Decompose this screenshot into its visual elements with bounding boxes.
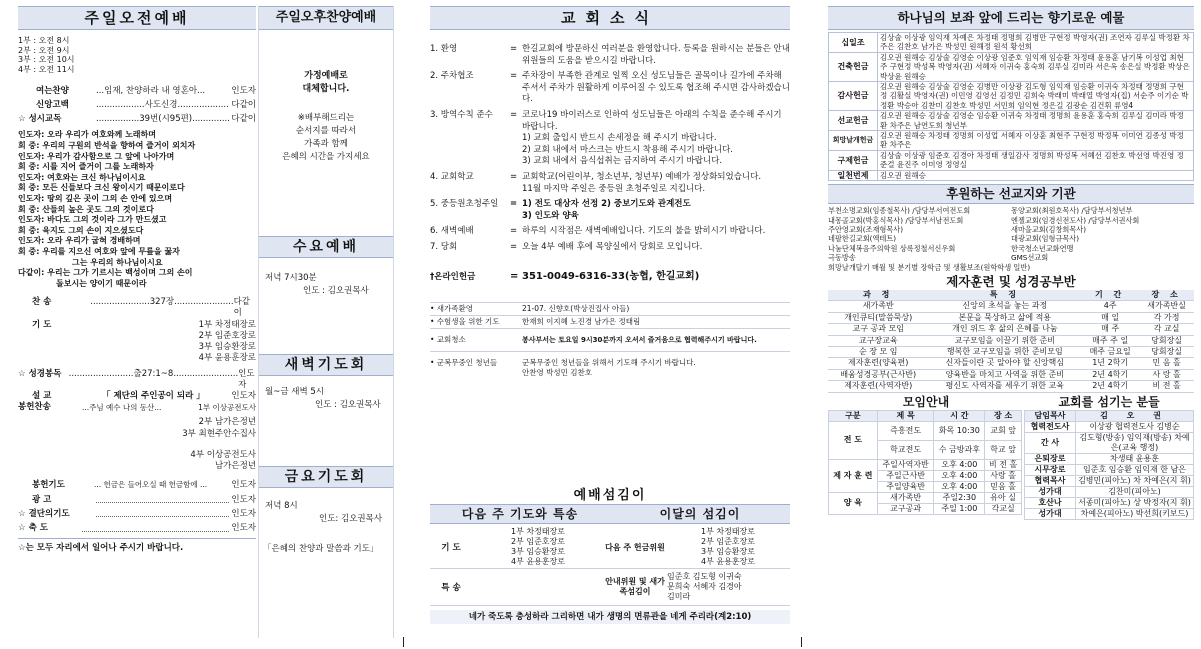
- training-row: 순 장 모 임 행복한 교구모임을 위한 준비모임 매주 금요일 당회장실: [828, 346, 1194, 357]
- training-row: 제자훈련(양육편) 신자들이란 곳 알아야 할 신앙핵심 1년 2학기 민 음 홀: [828, 358, 1194, 369]
- order-item: ☆ 결단의기도 인도자: [18, 508, 256, 519]
- wed-info: 저녁 7시30분 인도 : 김오권목사: [265, 273, 369, 296]
- wed-title: 수요예배: [259, 236, 393, 258]
- fri-title: 금요기도회: [259, 466, 393, 488]
- offering-row: 십일조 김상술 이상광 임익재 차예은 차정태 정명희 김병만 구현정 박영자(권) 조연자 김루실 박정환 차주은 김찬호 남가은 박성민 원해정 원석 황선희: [829, 33, 1194, 53]
- server-row: 성가대 차예은(피아노) 박선희(키보드): [1025, 508, 1194, 519]
- dawn-title: 새벽기도회: [259, 354, 393, 376]
- training-row: 새가족반 신앙의 초석을 놓는 과정 4주 새가족반실: [828, 301, 1194, 312]
- news-items: [430, 44, 790, 254]
- training-row: 교구 공과 모임 개인 위드 후 삶의 은혜를 나눔 매 주 각 교실: [828, 324, 1194, 335]
- missions-title: 후원하는 선교지와 기관: [828, 184, 1194, 204]
- order-middle: 찬 송 ......................327장...................... 다같이 기 도 1부 차정태장로 2부 임준호장로 3부 임승환장로 4부 윤용훈장로 ☆ 성경봉독 ........................출27:1~8........................ 인도자 설 교 「 제단의 주인공이 되라 」 인도자 봉헌찬송 ...주님 예수 나의 동산... 1부 이상공전도사 2부 남가은정년 3부 최현주안수집사 4부 이상공전도사 남가은정년: [18, 297, 256, 471]
- pm-notice: 가정예배로 대체합니다.: [302, 71, 350, 94]
- scripture: ☆ 성경봉독 ........................출27:1~8........................ 인도자: [18, 368, 255, 390]
- server-row: 은퇴장로 차생태 윤용훈: [1025, 453, 1194, 464]
- meeting-row: 교구공과 주일 1:00 각교실: [829, 503, 1022, 514]
- news-item: 1. 환영 = 한길교회에 방문하신 여러분을 환영합니다. 등록을 원하시는 분들은 안내위원들의 도움을 받으시길 바랍니다.: [430, 44, 790, 66]
- offering-row: 선교헌금 김오권 원해승 김상술 김영순 임승환 이귀숙 차정태 정명희 윤용훈 홍숙희 김루실 김미라 박정환 차주은 남연도희 청년부: [829, 111, 1194, 131]
- offerings-column: 하나님의 보좌 앞에 드리는 향기로운 예물 십일조 김상술 이상광 임익재 차예은 차정태 정명희 김병만 구현정 박영자(권) 조연자 김루실 박정환 차주은 김찬호 남가은 박성민 원해정 원석 황선희 건축헌금 김오권 원해승 김상술 김영순 이상광 임준호 임익재 임승환 차정태 윤용훈 남기복 이성업 최현주 구현정 박성복 박영자(권) 서혜자 이귀숙 홍숙희 김루실 김미라 서은옥 송은실 박정환 박상은 박상윤 원해승 감사헌금 김오권 원해승 김상술 김영순 김병만 이상광 김도형 임익재 임승환 이귀숙 차정태 정명희 구현정 김활실 박영자(권) 이민영 김영선 김정민 김희숙 박래미 박래열 박영자(집) 서순주 이기순 박정환 박승아 김찬미 김찬호 박성민 서민희 임익현 정은길 김광순 김건휘 류영4 선교헌금 김오권 원해승 김상술 김영순 임승환 이귀숙 차정태 정명희 윤용훈 홍숙희 김루실 김미라 박정환 차주은 남연도희 청년부 희망날개헌금 김오권 원해승 차정태 정명희 이성업 서혜자 이상훈 최현주 구현정 박정복 이미연 김종성 박정환 차주은 구제헌금 김상술 이상광 임준호 김경아 차정태 생일감사 정명희 박성복 서혜선 김찬호 박선영 박진영 정준걸 윤진주 이미영 정영실 일천번제 김오권 원해승 후원하는 선교지와 기관 부천소명교회(임종철목사) /담당부서여전도회 내몽골교회(박홍식목사) /담당부서남전도회 주안영교회(조재형목사) 네팔한길교회(엑테트) 나눔단체복음주의학원 상록정철서신우회 극동방송 몽양교회(최원호목사) /담당부서청년부 엔젤교회(임경신전도사) /담당부서권사회 새마을교회(김창희목사) 대광교회(임형규목사) 한국청소년교화연맹 GMS선교회 희망날개달기 매월 및 분기별 장학금 및 생활보조(원학학생 일반) 제자훈련 및 성경공부반 과 정 특 징 기 간 장 소 새가족반 신앙의 초석을 놓는 과정 4주 새가족반실 개인큐티(말씀묵상) 본문을 묵상하고 삶에 적용 매 일 각 가정 교구 공과 모임 개인 위드 후 삶의 은혜를 나눔 매 주 각 교실 교구장교육 교구모임을 이끌기 위한 준비 매주 주 일 당회장실 순 장 모 임 행복한 교구모임을 위한 준비모임 매주 금요일 당회장실 제자훈련(양육편) 신자들이란 곳 알아야 할 신앙핵심 1년 2학기 민 음 홀 배움성경공부(근사반) 양육반을 마치고 사역을 위한 준비 2년 4학기 사 랑 홀 제자훈련(사역자반) 평신도 사역자를 세우기 위한 교육 2년 4학기 비 전 홀 모임안내 구분 제 목 시 간 장 소 전 도 즉흥전도 화목 10:30 교회 앞 학교전도 수 금방과후 학교 앞 제 자 훈 련 주일사역자반 오후 4:00 비 전 홀 주일근사반 오후 4:00 사랑 홀 주일양육반 오후 4:00 믿음 홀 양 육 새가족반 주일2:30 유아 실 교구공과 주일 1:00 각교실 교회를 섬기는 분들 담임목사 김 오 권 협력전도사 이상광 협력전도사 김병순 간 사 김도형(방송) 임익재(방송) 차예은(교육 행정) 은퇴장로 차생태 윤용훈 시무장로 임준호 임승환 임익재 한 남은 협력목사 김병민(피아노) 차 차예은(지 휘) 성가대 김찬미(피아노) 호산나 서종미(피아노) 상 박정자(지 휘) 성가대 차예은(피아노) 박선희(키보드): [828, 6, 1194, 638]
- pm-notice-detail: ※배부해드리는 순서지를 따라서 가족과 함께 은혜의 시간을 가지세요: [282, 113, 370, 162]
- extra-item: • 수험생을 위한 기도 한재희 이지혜 노진경 남가은 정태림: [430, 316, 790, 329]
- service-time: 3부 : 오전 10시: [18, 55, 75, 65]
- online-offering: †온라인헌금 = 351-0049-6316-33(농협, 한길교회): [430, 270, 700, 282]
- training-row: 제자훈련(사역자반) 평신도 사역자를 세우기 위한 교육 2년 4학기 비 전 홀: [828, 381, 1194, 392]
- news-item: 7. 당회 = 오늘 4부 예배 후에 목양실에서 당회로 모입니다.: [430, 241, 703, 252]
- extra-item: • 군복무중인 청년들 군복무중인 청년들을 위해서 기도해 주시기 바랍니다. 안찬영 박성민 김찬호: [430, 357, 696, 377]
- am-worship-column: [18, 6, 256, 638]
- news-item: 5. 중등원초청주일 = 1) 전도 대상자 선정 2) 중보기도와 관계전도 3) 인도와 양육: [430, 199, 691, 221]
- extra-item: • 새가족환영 21-07. 신향호(박상진집사 아들): [430, 303, 790, 316]
- news-column: [430, 6, 790, 638]
- server-row: 협력목사 김병민(피아노) 차 차예은(지 휘): [1025, 475, 1194, 486]
- servers-title: 교회를 섬기는 분들: [1058, 394, 1160, 409]
- news-title: 교회소식: [430, 6, 790, 30]
- meeting-row: 학교전도 수 금방과후 학교 앞: [829, 440, 1022, 459]
- training-row: 배움성경공부(근사반) 양육반을 마치고 사역을 위한 준비 2년 4학기 사 랑 홀: [828, 369, 1194, 380]
- servants-heads: 다음 주 기도와 특송 이달의 섬김이: [430, 504, 790, 524]
- bottom-tables: [828, 395, 1194, 520]
- other-services-column: [258, 6, 394, 638]
- server-row: 호산나 서종미(피아노) 상 박정자(지 휘): [1025, 497, 1194, 508]
- meeting-row: 전 도 즉흥전도 화목 10:30 교회 앞: [829, 421, 1022, 440]
- server-row: 시무장로 임준호 임승환 임익재 한 남은: [1025, 464, 1194, 475]
- pm-worship-title: 주일오후찬양예배: [259, 6, 393, 30]
- training-title: 제자훈련 및 성경공부반: [946, 273, 1076, 289]
- offering-row: 건축헌금 김오권 원해승 김상술 김영순 이상광 임준호 임익재 임승환 차정태 윤용훈 남기복 이성업 최현주 구현정 박성복 박영자(권) 서혜자 이귀숙 홍숙희 김루실 김미라 서은옥 송은실 박정환 박상은 박상윤 원해승: [829, 52, 1194, 81]
- meeting-row: 주일근사반 오후 4:00 사랑 홀: [829, 470, 1022, 481]
- offering-row: 감사헌금 김오권 원해승 김상술 김영순 김병만 이상광 김도형 임익재 임승환 이귀숙 차정태 정명희 구현정 김활실 박영자(권) 이민영 김영선 김정민 김희숙 박래미 박래열 박영자(집) 서순주 이기순 박정환 박승아 김찬미 김찬호 박성민 서민희 임익현 정은길 김광순 김건휘 류영4: [829, 82, 1194, 111]
- missions-list: 부천소명교회(임종철목사) /담당부서여전도회 내몽골교회(박홍식목사) /담당부서남전도회 주안영교회(조재형목사) 네팔한길교회(엑테트) 나눔단체복음주의학원 상록정철서신우회 극동방송 몽양교회(최원호목사) /담당부서청년부 엔젤교회(임경신전도사) /담당부서권사회 새마을교회(김창희목사) 대광교회(임형규목사) 한국청소년교화연맹 GMS선교회: [828, 206, 1140, 263]
- offering-row: 일천번제 김오권 원해승: [829, 170, 1194, 180]
- news-extras: [430, 302, 790, 384]
- server-row: 간 사 김도형(방송) 임익재(방송) 차예은(교육 행정): [1025, 432, 1194, 453]
- order-item: 여는찬양 ...임재, 찬양하라 내 영혼아... 인도자: [36, 86, 256, 97]
- news-item: 6. 새벽예배 = 하루의 시작점은 새벽예배입니다. 기도의 불을 밝히시기 바랍니다.: [430, 226, 766, 237]
- server-row: 성가대 김찬미(피아노): [1025, 486, 1194, 497]
- service-time: 1부 : 오전 8시: [18, 36, 70, 45]
- meeting-row: 양 육 새가족반 주일2:30 유아 실: [829, 492, 1022, 503]
- news-item: 4. 교회학교 = 교회학교(어린이부, 청소년부, 청년부) 예배가 정상화되었습니다. 11월 마지막 주일은 중등원 초청주일로 지킵니다.: [430, 171, 762, 194]
- order-item: ☆ 축 도 인도자: [18, 523, 256, 534]
- responsive-reading: 인도자: 오라 우리가 여호와께 노래하며 회 중: 우리의 구원의 반석을 향하여 즐거이 외치자 인도자: 우리가 감사함으로 그 앞에 나아가며 회 중: 시를 지어 즐거이 그를 노래하자 인도자: 여호와는 크신 하나님이시요 회 중: 모든 신들보다 크신 왕이시기 때문이로다 인도자: 땅의 깊은 곳이 그의 손 안에 있으며 회 중: 산들의 높은 곳도 그의 것이로다 인도자: 바다도 그의 것이라 그가 만드셨고 회 중: 육지도 그의 손이 지으셨도다 인도자: 오라 우리가 굽혀 경배하며 회 중: 우리를 지으신 여호와 앞에 무릎을 꿇자 그는 우리의 하나님이시요 다같이: 우리는 그가 기르시는 백성이며 그의 손이 돌보시는 양이기 때문이라: [18, 130, 196, 288]
- sermon: 설 교 「 제단의 주인공이 되라 」 인도자: [32, 390, 256, 401]
- service-time: 2부 : 오전 9시: [18, 45, 70, 55]
- training-table: 과 정 특 징 기 간 장 소 새가족반 신앙의 초석을 놓는 과정 4주 새가족반실 개인큐티(말씀묵상) 본문을 묵상하고 삶에 적용 매 일 각 가정 교구 공과 모임 개인 위드 후 삶의 은혜를 나눔 매 주 각 교실 교구장교육 교구모임을 이끌기 위한 준비 매주 주 일 당회장실 순 장 모 임 행복한 교구모임을 위한 준비모임 매주 금요일 당회장실 제자훈련(양육편) 신자들이란 곳 알아야 할 신앙핵심 1년 2학기 민 음 홀 배움성경공부(근사반) 양육반을 마치고 사역을 위한 준비 2년 4학기 사 랑 홀 제자훈련(사역자반) 평신도 사역자를 세우기 위한 교육 2년 4학기 비 전 홀: [828, 290, 1194, 393]
- offering-row: 구제헌금 김상술 이상광 임준호 김경아 차정태 생일감사 정명희 박성복 서혜선 김찬호 박선영 박진영 정준걸 윤진주 이미영 정영실: [829, 150, 1194, 170]
- order-item: 신앙고백 ..................사도신경................... 다같이: [36, 100, 256, 111]
- order-top: [18, 84, 256, 126]
- meetings-table: 구분 제 목 시 간 장 소 전 도 즉흥전도 화목 10:30 교회 앞 학교전도 수 금방과후 학교 앞 제 자 훈 련 주일사역자반 오후 4:00 비 전 홀 주일근사반 오후 4:00 사랑 홀 주일양육반 오후 4:00 믿음 홀 양 육 새가족반 주일2:30 유아 실 교구공과 주일 1:00 각교실: [828, 410, 1022, 515]
- prayer: 기 도 1부 차정태장로: [32, 319, 256, 330]
- extra-item: • 교회청소 봉사부서는 토요일 9시30분까지 오셔서 즐거움으로 협력해주시기 바랍니다.: [430, 329, 790, 352]
- offerings-title: 하나님의 보좌 앞에 드리는 향기로운 예물: [828, 6, 1194, 30]
- training-row: 개인큐티(말씀묵상) 본문을 묵상하고 삶에 적용 매 일 각 가정: [828, 312, 1194, 323]
- offerings-table: [828, 32, 1194, 181]
- servants-title: 예배섬김이: [573, 488, 647, 503]
- verse: 네가 죽도록 충성하라 그리하면 내가 생명의 면류관을 네게 주리라(계2:10): [430, 610, 790, 624]
- servers-table: 담임목사 김 오 권 협력전도사 이상광 협력전도사 김병순 간 사 김도형(방송) 임익재(방송) 차예은(교육 행정) 은퇴장로 차생태 윤용훈 시무장로 임준호 임승환 임익재 한 남은 협력목사 김병민(피아노) 차 차예은(지 휘) 성가대 김찬미(피아노) 호산나 서종미(피아노) 상 박정자(지 휘) 성가대 차예은(피아노) 박선희(키보드): [1024, 410, 1194, 520]
- am-worship-title: 주일오전예배: [18, 6, 256, 30]
- order-bottom: [18, 478, 256, 536]
- dawn-info: 월~금 새벽 5시 인도 : 김오권목사: [265, 387, 381, 410]
- servants-table: 기 도 1부 차정태장로 2부 임준호장로 3부 임승환장로 4부 윤용훈장로 다음 주 헌금위원 1부 차정태장로 2부 임준호장로 3부 임승환장로 4부 윤용훈장로 특 송 안내위원 및 새가족섬김이 임준호 김도형 이귀숙 문희숙 서혜자 김경아 김미라: [430, 526, 790, 606]
- offering-row: 희망날개헌금 김오권 원해승 차정태 정명희 이성업 서혜자 이상훈 최현주 구현정 박정복 이미연 김종성 박정환 차주은: [829, 131, 1194, 151]
- meetings-title: 모임안내: [902, 394, 950, 409]
- order-item: ☆ 성시교독 ................39번(시95편).............. 다같이: [18, 114, 256, 125]
- meeting-row: 제 자 훈 련 주일사역자반 오후 4:00 비 전 홀: [829, 459, 1022, 470]
- server-row: 협력전도사 이상광 협력전도사 김병순: [1025, 421, 1194, 432]
- service-times: [18, 36, 256, 74]
- offering-song: 봉헌찬송 ...주님 예수 나의 동산... 1부 이상공전도사: [18, 402, 256, 413]
- stand-note: ☆는 모두 자리에서 일어나 주시기 바랍니다.: [18, 538, 256, 553]
- order-item: 봉헌기도 ... 헌금은 들어오실 때 헌금함에 ... 인도자: [32, 480, 256, 491]
- meeting-row: 주일양육반 오후 4:00 믿음 홀: [829, 481, 1022, 492]
- hymn: 찬 송 ......................327장...................... 다같이: [32, 297, 251, 319]
- fri-footer: 「은혜의 찬양과 말씀과 기도」: [263, 544, 379, 554]
- fri-info: 저녁 8시 인도: 김오권목사: [265, 501, 383, 524]
- training-row: 교구장교육 교구모임을 이끌기 위한 준비 매주 주 일 당회장실: [828, 335, 1194, 346]
- servants-section: [430, 488, 790, 624]
- news-item: 3. 방역수칙 준수 = 코로나19 바이러스로 인하여 성도님들은 아래의 수칙을 준수해 주시기 바랍니다. 1) 교회 출입시 반드시 손세정을 해 주시기 바랍니다. 2) 교회 내에서 마스크는 반드시 착용해 주시기 바랍니다. 3) 교회 내에서 음식섭취는 금지하여 주시기 바랍니다.: [430, 109, 782, 167]
- service-time: 4부 : 오전 11시: [18, 64, 75, 74]
- news-item: 2. 주차협조 = 주차장이 부족한 관계로 일찍 오신 성도님들은 골목이나 길가에 주차해 주셔서 주차가 원활하게 이루어질 수 있도록 협조해 주시면 감사하겠습니다.: [430, 71, 790, 105]
- order-item: 광 고 인도자: [32, 494, 256, 505]
